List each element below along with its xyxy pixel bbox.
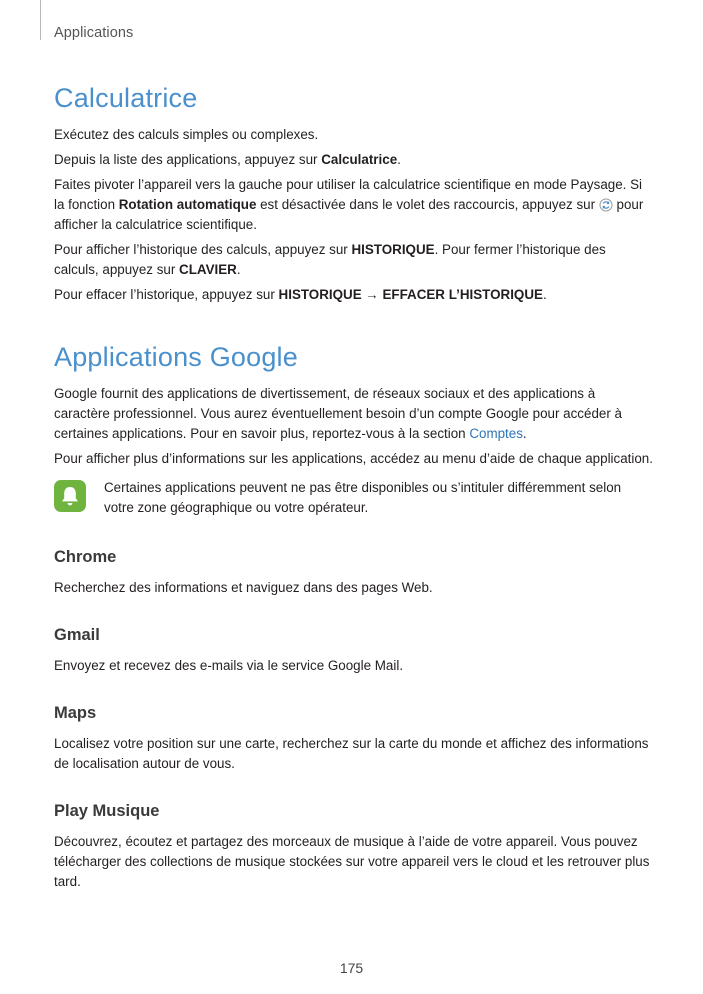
app-name-chrome: Chrome <box>54 548 117 566</box>
page-number: 175 <box>339 960 364 976</box>
note-bell-icon <box>54 480 86 512</box>
google-apps-title: Applications Google <box>54 342 298 372</box>
google-help-paragraph: Pour afficher plus d’informations sur les applications, accédez au menu d’aide de chaque application. <box>54 451 653 466</box>
page-content <box>54 78 654 897</box>
accounts-link[interactable]: Comptes <box>469 426 523 441</box>
auto-rotate-label: Rotation automatique <box>118 197 257 212</box>
auto-rotate-icon <box>599 198 613 212</box>
calculator-title: Calculatrice <box>54 83 198 113</box>
calculator-intro: Exécutez des calculs simples ou complexes. <box>54 127 319 142</box>
note-text: Certaines applications peuvent ne pas être disponibles ou s’intituler différemment selon votre zone géographique ou votre opérateur. <box>104 480 622 515</box>
app-desc-gmail: Envoyez et recevez des e-mails via le service Google Mail. <box>54 658 404 673</box>
running-header: Applications <box>54 25 134 41</box>
calculator-app-label: Calculatrice <box>321 152 398 167</box>
corner-rule <box>40 0 41 40</box>
note-box <box>54 478 654 518</box>
history-label: HISTORIQUE <box>351 242 435 257</box>
clear-history-label: EFFACER L’HISTORIQUE <box>382 287 543 302</box>
calculator-clear-history-paragraph: Pour effacer l’historique, appuyez sur HISTORIQUE → EFFACER L’HISTORIQUE. <box>54 287 547 302</box>
keypad-label: CLAVIER <box>179 262 237 277</box>
history-label: HISTORIQUE <box>278 287 362 302</box>
app-desc-chrome: Recherchez des informations et naviguez dans des pages Web. <box>54 580 433 595</box>
calculator-rotation-paragraph: Faites pivoter l’appareil vers la gauche pour utiliser la calculatrice scientifique en mode Paysage. Si la fonction Rotation automatique est désactivée dans le volet des raccourcis, appuyez sur pour afficher la calculatrice scientifique. <box>54 177 644 232</box>
calculator-history-paragraph: Pour afficher l’historique des calculs, appuyez sur HISTORIQUE. Pour fermer l’historique des calculs, appuyez sur CLAVIER. <box>54 242 606 277</box>
app-desc-maps: Localisez votre position sur une carte, recherchez sur la carte du monde et affichez des informations de localisation autour de vous. <box>54 736 649 771</box>
app-name-gmail: Gmail <box>54 626 100 644</box>
app-name-maps: Maps <box>54 704 97 722</box>
app-name-play-music: Play Musique <box>54 802 160 820</box>
google-intro-paragraph: Google fournit des applications de divertissement, de réseaux sociaux et des applications à caractère professionnel. Vous aurez éventuellement besoin d’un compte Google pour accéder à certaines applications. Pour en savoir plus, reportez-vous à la section Comptes. <box>54 386 622 441</box>
calculator-launch-paragraph: Depuis la liste des applications, appuyez sur Calculatrice. <box>54 152 401 167</box>
app-desc-play-music: Découvrez, écoutez et partagez des morceaux de musique à l’aide de votre appareil. Vous pouvez télécharger des collections de musique stockées sur votre appareil vers le cloud et les retrouver plus tard. <box>54 834 650 889</box>
